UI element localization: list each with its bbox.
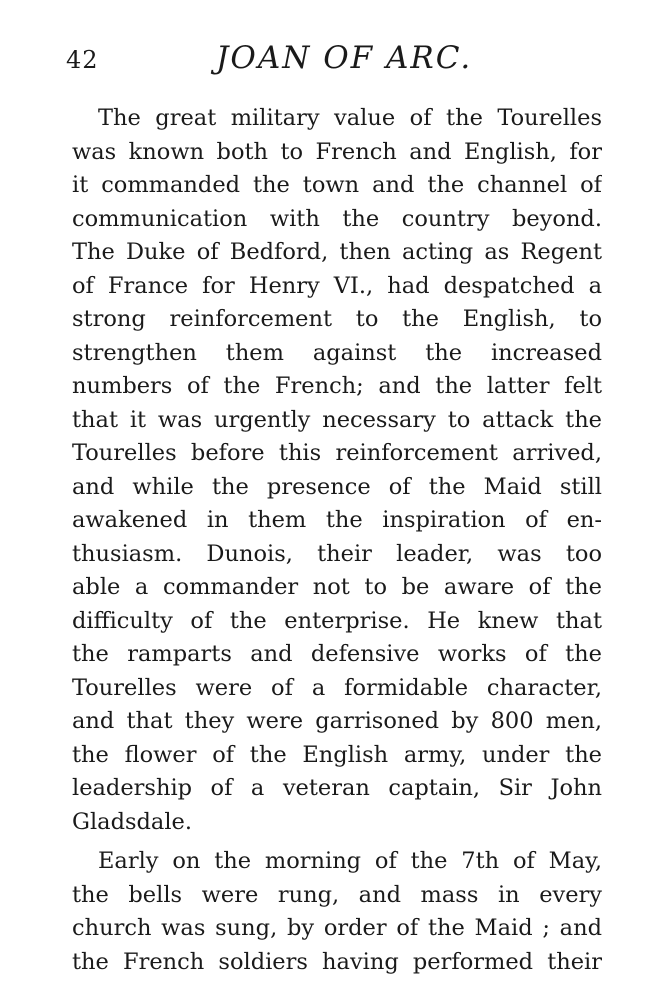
text-line: The great military value of the Tourelles <box>98 105 602 131</box>
text-line: strengthen them against the increased <box>72 339 602 366</box>
text-line: Tourelles before this reinforcement arrived, <box>72 440 602 466</box>
text-line: The Duke of Bedford, then acting as Regent <box>72 239 602 265</box>
paragraph <box>72 845 602 979</box>
text-line: the French soldiers having performed their <box>72 948 602 975</box>
text-line: thusiasm. Dunois, their leader, was too <box>72 540 602 567</box>
text-line: was known both to French and English, for <box>72 138 602 165</box>
text-line: able a commander not to be aware of the <box>72 574 602 600</box>
page-header <box>66 40 601 80</box>
text-line: strong reinforcement to the English, to <box>72 306 602 332</box>
text-line: the flower of the English army, under the <box>72 741 602 768</box>
text-line: Early on the morning of the 7th of May, <box>98 848 602 874</box>
text-line: the bells were rung, and mass in every <box>72 881 602 908</box>
text-line: and that they were garrisoned by 800 men, <box>72 708 602 734</box>
text-line: awakened in them the inspiration of en- <box>72 507 602 533</box>
text-line: numbers of the French; and the latter felt <box>72 373 602 399</box>
text-line: and while the presence of the Maid still <box>72 473 602 500</box>
text-line: the ramparts and defensive works of the <box>72 641 602 667</box>
running-title: JOAN OF ARC. <box>216 40 473 76</box>
text-line: difficulty of the enterprise. He knew that <box>72 607 602 634</box>
text-line: communication with the country beyond. <box>72 205 602 232</box>
text-line: it commanded the town and the channel of <box>72 172 602 198</box>
paragraph <box>72 102 602 839</box>
text-line: of France for Henry VI., had despatched a <box>72 272 602 299</box>
text-line: Gladsdale. <box>72 808 193 835</box>
text-line: that it was urgently necessary to attack the <box>72 406 602 433</box>
text-line: Tourelles were of a formidable character, <box>72 674 602 701</box>
text-line: church was sung, by order of the Maid ; and <box>72 915 602 941</box>
body-text <box>72 102 602 979</box>
page-number: 42 <box>66 46 99 74</box>
text-line: leadership of a veteran captain, Sir John <box>72 775 602 801</box>
